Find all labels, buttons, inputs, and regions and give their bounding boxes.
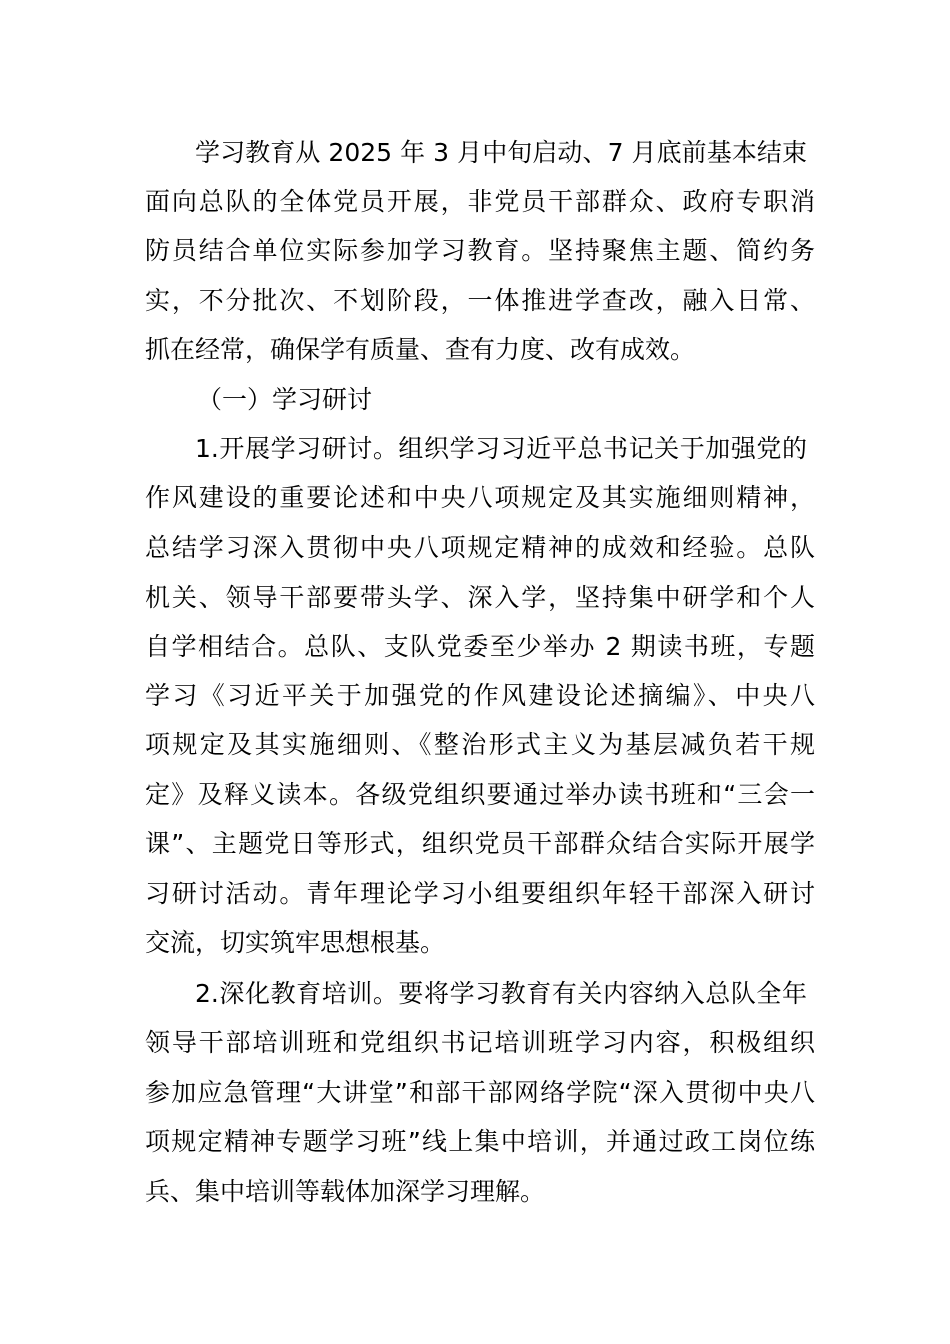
p1-line-4: 机关、领导干部要带头学、深入学，坚持集中研学和个人 (145, 583, 815, 612)
intro-line-1: 学习教育从 2025 年 3 月中旬启动、7 月底前基本结束 (195, 138, 807, 167)
p1-line-7: 项规定及其实施细则、《整治形式主义为基层减负若干规 (145, 730, 815, 759)
p1-line-1: 1.开展学习研讨。组织学习习近平总书记关于加强党的 (195, 434, 807, 463)
intro-line-5: 抓在经常，确保学有质量、查有力度、改有成效。 (145, 335, 696, 364)
intro-line-3: 防员结合单位实际参加学习教育。坚持聚焦主题、简约务 (145, 236, 815, 265)
p1-line-8: 定》及释义读本。各级党组织要通过举办读书班和“三会一 (145, 780, 815, 809)
p1-line-9: 课”、主题党日等形式，组织党员干部群众结合实际开展学 (145, 829, 815, 858)
p1-line-3: 总结学习深入贯彻中央八项规定精神的成效和经验。总队 (145, 533, 815, 562)
p2-line-3: 参加应急管理“大讲堂”和部干部网络学院“深入贯彻中央八 (145, 1078, 815, 1107)
section-heading: （一）学习研讨 (197, 385, 373, 414)
p1-line-2: 作风建设的重要论述和中央八项规定及其实施细则精神， (145, 483, 815, 512)
intro-line-4: 实，不分批次、不划阶段，一体推进学查改，融入日常、 (145, 286, 815, 315)
p1-line-5: 自学相结合。总队、支队党委至少举办 2 期读书班，专题 (145, 632, 815, 661)
p1-line-6: 学习《习近平关于加强党的作风建设论述摘编》、中央八 (145, 681, 815, 710)
p2-line-1: 2.深化教育培训。要将学习教育有关内容纳入总队全年 (195, 979, 807, 1008)
p1-line-11: 交流，切实筑牢思想根基。 (145, 928, 446, 957)
p1-line-10: 习研讨活动。青年理论学习小组要组织年轻干部深入研讨 (145, 879, 815, 908)
intro-line-2: 面向总队的全体党员开展，非党员干部群众、政府专职消 (145, 187, 815, 216)
p2-line-5: 兵、集中培训等载体加深学习理解。 (145, 1177, 546, 1206)
p2-line-2: 领导干部培训班和党组织书记培训班学习内容，积极组织 (145, 1028, 815, 1057)
p2-line-4: 项规定精神专题学习班”线上集中培训，并通过政工岗位练 (145, 1127, 815, 1156)
